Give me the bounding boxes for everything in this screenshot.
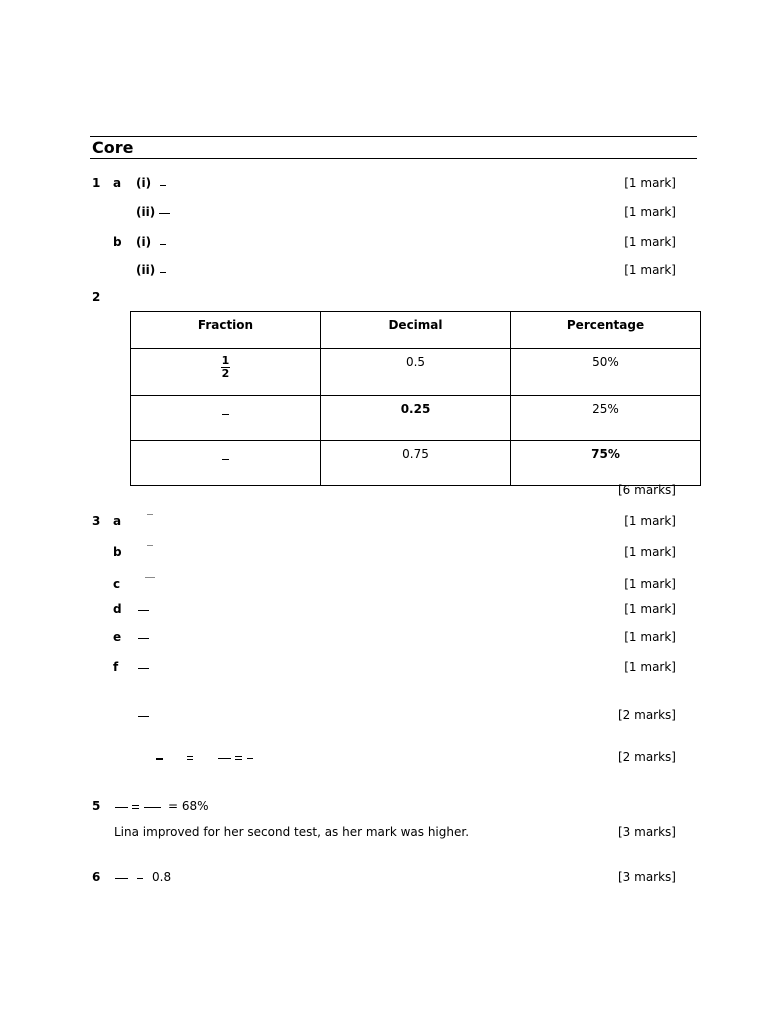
q2-marks-row — [0, 483, 768, 501]
q3-b-row — [0, 545, 768, 563]
fraction-bar — [137, 878, 143, 879]
fraction-bar — [247, 758, 253, 759]
fraction-bar — [138, 668, 149, 669]
equals-sign-bottom — [132, 808, 139, 809]
q3-f-row — [0, 660, 768, 678]
column-header: Fraction — [131, 312, 321, 349]
fraction-cell — [131, 441, 321, 486]
fraction-cell — [131, 349, 321, 396]
subpart-label: (i) — [136, 176, 152, 190]
marks-label: [1 mark] — [624, 545, 676, 559]
marks-label: [1 mark] — [624, 205, 676, 219]
subpart-label: (ii) — [136, 263, 156, 277]
decimal-cell: 0.75 — [321, 441, 511, 486]
equals-sign-bottom — [187, 759, 193, 760]
section-bottom-rule — [90, 158, 697, 159]
question-number: 2 — [92, 290, 101, 304]
part-label: b — [113, 545, 122, 559]
fraction-bar — [160, 185, 166, 186]
equals-sign-top — [187, 756, 193, 757]
q1-b-i-row — [0, 235, 768, 253]
part-label: a — [113, 514, 122, 528]
fraction-bar — [160, 244, 166, 245]
fraction-bar — [138, 638, 149, 639]
part-label: e — [113, 630, 122, 644]
fraction-bar — [147, 545, 153, 546]
column-header: Percentage — [511, 312, 701, 349]
q5-equation-row — [0, 799, 768, 817]
fraction-bar — [145, 577, 155, 578]
fraction-bar — [159, 213, 170, 214]
decimal-cell: 0.25 — [321, 396, 511, 441]
q3-d-row — [0, 602, 768, 620]
question-number: 1 — [92, 176, 101, 190]
part-label: d — [113, 602, 122, 616]
fraction-bar — [138, 610, 149, 611]
subpart-label: (i) — [136, 235, 152, 249]
equals-sign-top — [132, 805, 139, 806]
fraction — [221, 355, 231, 380]
section-title: Core — [92, 138, 134, 157]
fraction-bar — [222, 459, 229, 460]
marks-label: [1 mark] — [624, 602, 676, 616]
fraction-cell — [131, 396, 321, 441]
answer-value: 0.8 — [152, 870, 172, 884]
q1-a-i-row — [0, 176, 768, 194]
equals-sign-bottom — [235, 759, 242, 760]
equals-sign-top — [235, 756, 242, 757]
question-number: 3 — [92, 514, 101, 528]
section-top-rule — [90, 136, 697, 137]
fraction-bar — [138, 716, 149, 717]
percentage-cell: 75% — [511, 441, 701, 486]
marks-label: [1 mark] — [624, 176, 676, 190]
marks-label: [6 marks] — [618, 483, 676, 497]
q2-row — [0, 290, 768, 308]
q4-line2-row — [0, 750, 768, 768]
fraction-bar — [222, 414, 229, 415]
fraction-bar — [218, 758, 231, 759]
marks-label: [3 marks] — [618, 870, 676, 884]
part-label: f — [113, 660, 119, 674]
table-header-row — [131, 312, 701, 349]
fraction-bar — [156, 758, 163, 760]
percentage-cell: 25% — [511, 396, 701, 441]
q5-statement-row — [0, 825, 768, 843]
q6-row — [0, 870, 768, 888]
answer-statement: Lina improved for her second test, as her mark was higher. — [114, 825, 470, 839]
equation-result: = 68% — [168, 799, 209, 813]
marks-label: [1 mark] — [624, 235, 676, 249]
fraction-bar — [144, 807, 161, 808]
marks-label: [2 marks] — [618, 750, 676, 764]
fraction-bar — [147, 514, 153, 515]
q3-a-row — [0, 514, 768, 532]
subpart-label: (ii) — [136, 205, 156, 219]
question-number: 5 — [92, 799, 101, 813]
marks-label: [1 mark] — [624, 660, 676, 674]
fraction-numerator: 1 — [221, 354, 230, 367]
percentage-cell: 50% — [511, 349, 701, 396]
fraction-bar — [115, 807, 128, 808]
q4-line1-row — [0, 708, 768, 726]
marks-label: [2 marks] — [618, 708, 676, 722]
question-number: 6 — [92, 870, 101, 884]
marks-label: [1 mark] — [624, 577, 676, 591]
fraction-denominator: 2 — [221, 367, 230, 380]
q3-c-row — [0, 577, 768, 595]
part-label: c — [113, 577, 121, 591]
part-label: a — [113, 176, 122, 190]
table-row — [131, 396, 701, 441]
marks-label: [1 mark] — [624, 630, 676, 644]
q3-e-row — [0, 630, 768, 648]
conversion-table — [130, 311, 701, 486]
table-row — [131, 441, 701, 486]
marks-label: [1 mark] — [624, 514, 676, 528]
table-row — [131, 349, 701, 396]
q1-b-ii-row — [0, 263, 768, 281]
decimal-cell: 0.5 — [321, 349, 511, 396]
marks-label: [1 mark] — [624, 263, 676, 277]
fraction-bar — [160, 272, 166, 273]
marks-label: [3 marks] — [618, 825, 676, 839]
fraction-bar — [115, 878, 128, 879]
part-label: b — [113, 235, 122, 249]
q1-a-ii-row — [0, 205, 768, 223]
column-header: Decimal — [321, 312, 511, 349]
